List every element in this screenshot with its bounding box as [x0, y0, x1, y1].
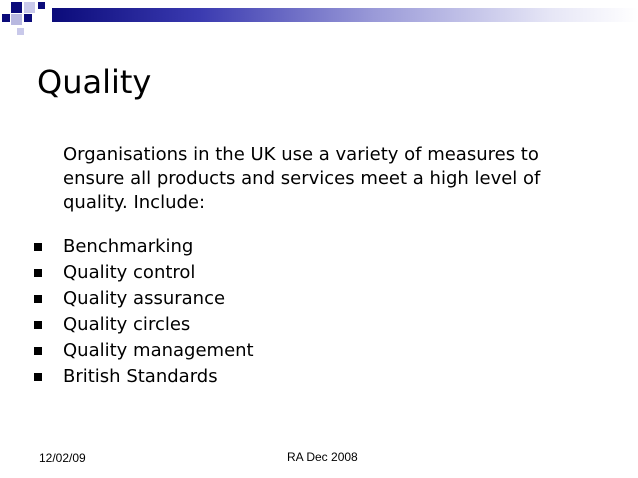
square-bullet-icon	[34, 347, 42, 355]
square-bullet-icon	[34, 373, 42, 381]
bullet-item	[34, 260, 254, 286]
footer-date: 12/02/09	[39, 451, 86, 465]
bullet-item	[34, 286, 254, 312]
decorative-square	[24, 2, 35, 13]
square-bullet-icon	[34, 269, 42, 277]
bullet-text: Quality circles	[63, 314, 191, 335]
footer-center-text: RA Dec 2008	[287, 450, 358, 464]
square-bullet-icon	[34, 321, 42, 329]
square-bullet-icon	[34, 243, 42, 251]
decorative-square	[38, 2, 45, 9]
bullet-list	[34, 234, 254, 390]
decorative-square	[11, 2, 22, 13]
decorative-square	[24, 14, 32, 22]
square-bullet-icon	[34, 295, 42, 303]
bullet-text: Quality assurance	[63, 288, 226, 309]
bullet-text: Quality management	[63, 340, 254, 361]
bullet-item	[34, 364, 254, 390]
header-gradient-bar	[52, 8, 638, 22]
bullet-item	[34, 234, 254, 260]
decorative-square	[11, 14, 22, 25]
decorative-square	[17, 28, 24, 35]
decorative-square	[2, 14, 10, 22]
slide-title: Quality	[37, 63, 152, 101]
bullet-text: British Standards	[63, 366, 218, 387]
bullet-text: Quality control	[63, 262, 196, 283]
bullet-item	[34, 338, 254, 364]
bullet-text: Benchmarking	[63, 236, 194, 257]
bullet-item	[34, 312, 254, 338]
intro-paragraph: Organisations in the UK use a variety of measures to ensure all products and services meet a high level of quality. Include:	[63, 144, 541, 213]
